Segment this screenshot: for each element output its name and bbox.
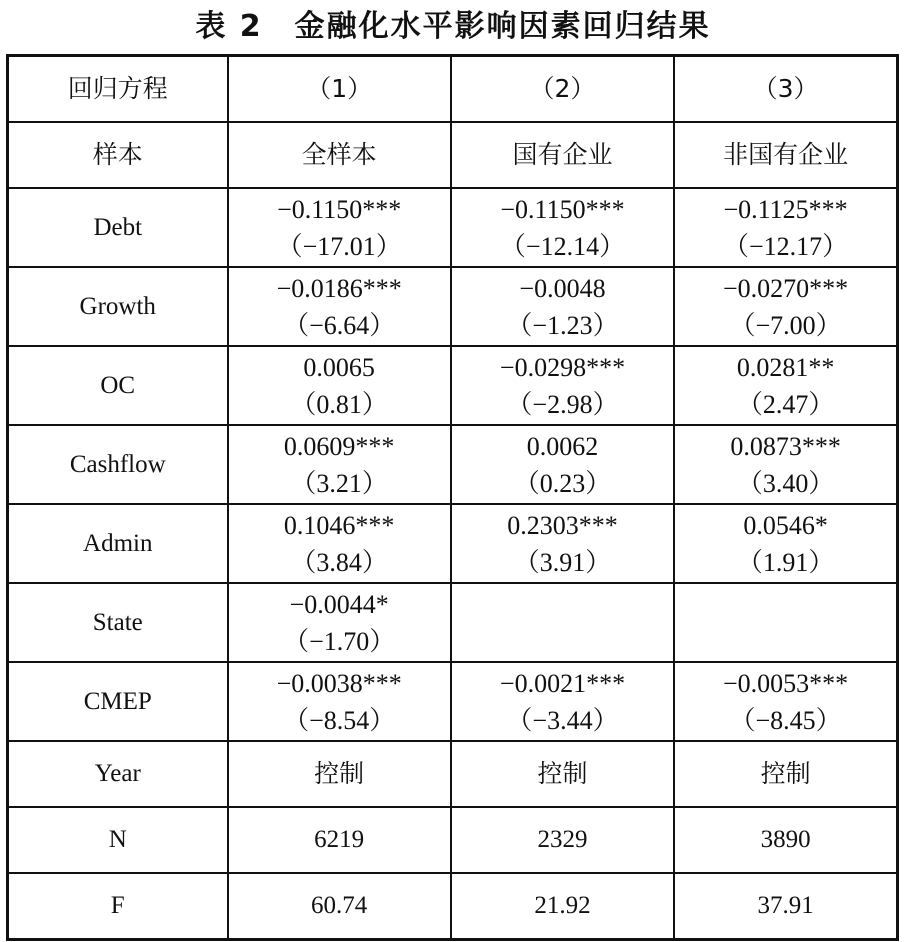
coefficient-cell bbox=[451, 346, 674, 425]
coefficient-cell bbox=[451, 188, 674, 267]
table-title: 表 2 金融化水平影响因素回归结果 bbox=[195, 9, 711, 44]
t-statistic: （3.91） bbox=[513, 547, 612, 577]
table-row bbox=[8, 425, 898, 504]
coefficient-value: 0.0609*** bbox=[283, 431, 395, 461]
year-control-2: 控制 bbox=[451, 741, 674, 807]
coefficient-value: 0.0281** bbox=[736, 352, 835, 382]
coefficient-cell bbox=[674, 346, 897, 425]
t-statistic: （−1.23） bbox=[506, 310, 619, 340]
t-statistic: （−8.54） bbox=[283, 705, 396, 735]
sample-label: 样本 bbox=[8, 122, 228, 188]
f-label: F bbox=[8, 873, 228, 940]
table-row bbox=[8, 662, 898, 741]
table-row bbox=[8, 267, 898, 346]
f-value-1: 60.74 bbox=[228, 873, 451, 940]
coefficient-cell bbox=[674, 662, 897, 741]
equation-label: 回归方程 bbox=[8, 56, 228, 123]
t-statistic: （−17.01） bbox=[276, 231, 402, 261]
variable-name: Debt bbox=[8, 188, 228, 267]
t-statistic: （−12.17） bbox=[722, 231, 849, 261]
coefficient-cell bbox=[674, 188, 897, 267]
coefficient-cell bbox=[674, 504, 897, 583]
coefficient-value: 0.1046*** bbox=[283, 510, 395, 540]
variable-name: Cashflow bbox=[8, 425, 228, 504]
t-statistic: （−1.70） bbox=[283, 626, 396, 656]
coefficient-value: −0.0298*** bbox=[499, 352, 626, 382]
coefficient-value: −0.0186*** bbox=[276, 273, 402, 303]
f-value-3: 37.91 bbox=[674, 873, 897, 940]
coefficient-value: 0.0062 bbox=[526, 431, 599, 461]
t-statistic: （−7.00） bbox=[729, 310, 842, 340]
coefficient-value: −0.1150*** bbox=[500, 194, 625, 224]
coefficient-value: −0.0053*** bbox=[722, 668, 849, 698]
n-value-1: 6219 bbox=[228, 807, 451, 873]
n-label: N bbox=[8, 807, 228, 873]
coefficient-cell bbox=[451, 662, 674, 741]
t-statistic: （−2.98） bbox=[506, 389, 619, 419]
f-value-2: 21.92 bbox=[451, 873, 674, 940]
sample-non-state-owned: 非国有企业 bbox=[674, 122, 897, 188]
coefficient-value: 0.2303*** bbox=[507, 510, 618, 540]
coefficient-cell bbox=[451, 583, 674, 662]
year-label: Year bbox=[8, 741, 228, 807]
coefficient-value: −0.0270*** bbox=[722, 273, 849, 303]
coefficient-cell bbox=[228, 267, 451, 346]
variable-name: Admin bbox=[8, 504, 228, 583]
coefficient-cell bbox=[674, 583, 897, 662]
n-value-3: 3890 bbox=[674, 807, 897, 873]
t-statistic: （2.47） bbox=[736, 389, 835, 419]
coefficient-cell bbox=[451, 267, 674, 346]
t-statistic: （3.21） bbox=[290, 468, 388, 498]
t-statistic: （3.40） bbox=[736, 468, 835, 498]
equation-number-3: （3） bbox=[674, 56, 897, 123]
table-row bbox=[8, 346, 898, 425]
variable-name: Growth bbox=[8, 267, 228, 346]
coefficient-cell bbox=[228, 346, 451, 425]
equation-number-1: （1） bbox=[228, 56, 451, 123]
regression-table bbox=[6, 54, 899, 941]
coefficient-value: −0.0048 bbox=[519, 273, 606, 303]
sample-state-owned: 国有企业 bbox=[451, 122, 674, 188]
coefficient-cell bbox=[451, 425, 674, 504]
coefficient-cell bbox=[228, 662, 451, 741]
t-statistic: （0.23） bbox=[513, 468, 612, 498]
equation-header-row bbox=[8, 56, 898, 123]
coefficient-value: −0.1150*** bbox=[277, 194, 402, 224]
coefficient-cell bbox=[674, 267, 897, 346]
n-value-2: 2329 bbox=[451, 807, 674, 873]
table-row bbox=[8, 188, 898, 267]
n-row bbox=[8, 807, 898, 873]
coefficient-value: 0.0546* bbox=[743, 510, 828, 540]
variable-name: OC bbox=[8, 346, 228, 425]
coefficient-value: 0.0065 bbox=[303, 352, 375, 382]
year-control-3: 控制 bbox=[674, 741, 897, 807]
t-statistic: （1.91） bbox=[736, 547, 835, 577]
year-row bbox=[8, 741, 898, 807]
coefficient-value: −0.0044* bbox=[289, 589, 389, 619]
t-statistic: （−3.44） bbox=[506, 705, 619, 735]
t-statistic: （3.84） bbox=[290, 547, 388, 577]
t-statistic: （−12.14） bbox=[499, 231, 626, 261]
year-control-1: 控制 bbox=[228, 741, 451, 807]
variable-name: State bbox=[8, 583, 228, 662]
t-statistic: （−6.64） bbox=[283, 310, 396, 340]
coefficient-cell bbox=[451, 504, 674, 583]
f-row bbox=[8, 873, 898, 940]
table-row bbox=[8, 583, 898, 662]
coefficient-cell bbox=[228, 504, 451, 583]
variable-rows bbox=[8, 188, 898, 741]
coefficient-cell bbox=[228, 425, 451, 504]
t-statistic: （0.81） bbox=[290, 389, 388, 419]
table-row bbox=[8, 504, 898, 583]
coefficient-value: −0.0038*** bbox=[276, 668, 402, 698]
coefficient-value: 0.0873*** bbox=[730, 431, 841, 461]
sample-full: 全样本 bbox=[228, 122, 451, 188]
t-statistic: （−8.45） bbox=[729, 705, 842, 735]
equation-number-2: （2） bbox=[451, 56, 674, 123]
coefficient-cell bbox=[228, 188, 451, 267]
coefficient-value: −0.1125*** bbox=[723, 194, 848, 224]
sample-header-row bbox=[8, 122, 898, 188]
coefficient-cell bbox=[228, 583, 451, 662]
variable-name: CMEP bbox=[8, 662, 228, 741]
coefficient-value: −0.0021*** bbox=[499, 668, 626, 698]
coefficient-cell bbox=[674, 425, 897, 504]
